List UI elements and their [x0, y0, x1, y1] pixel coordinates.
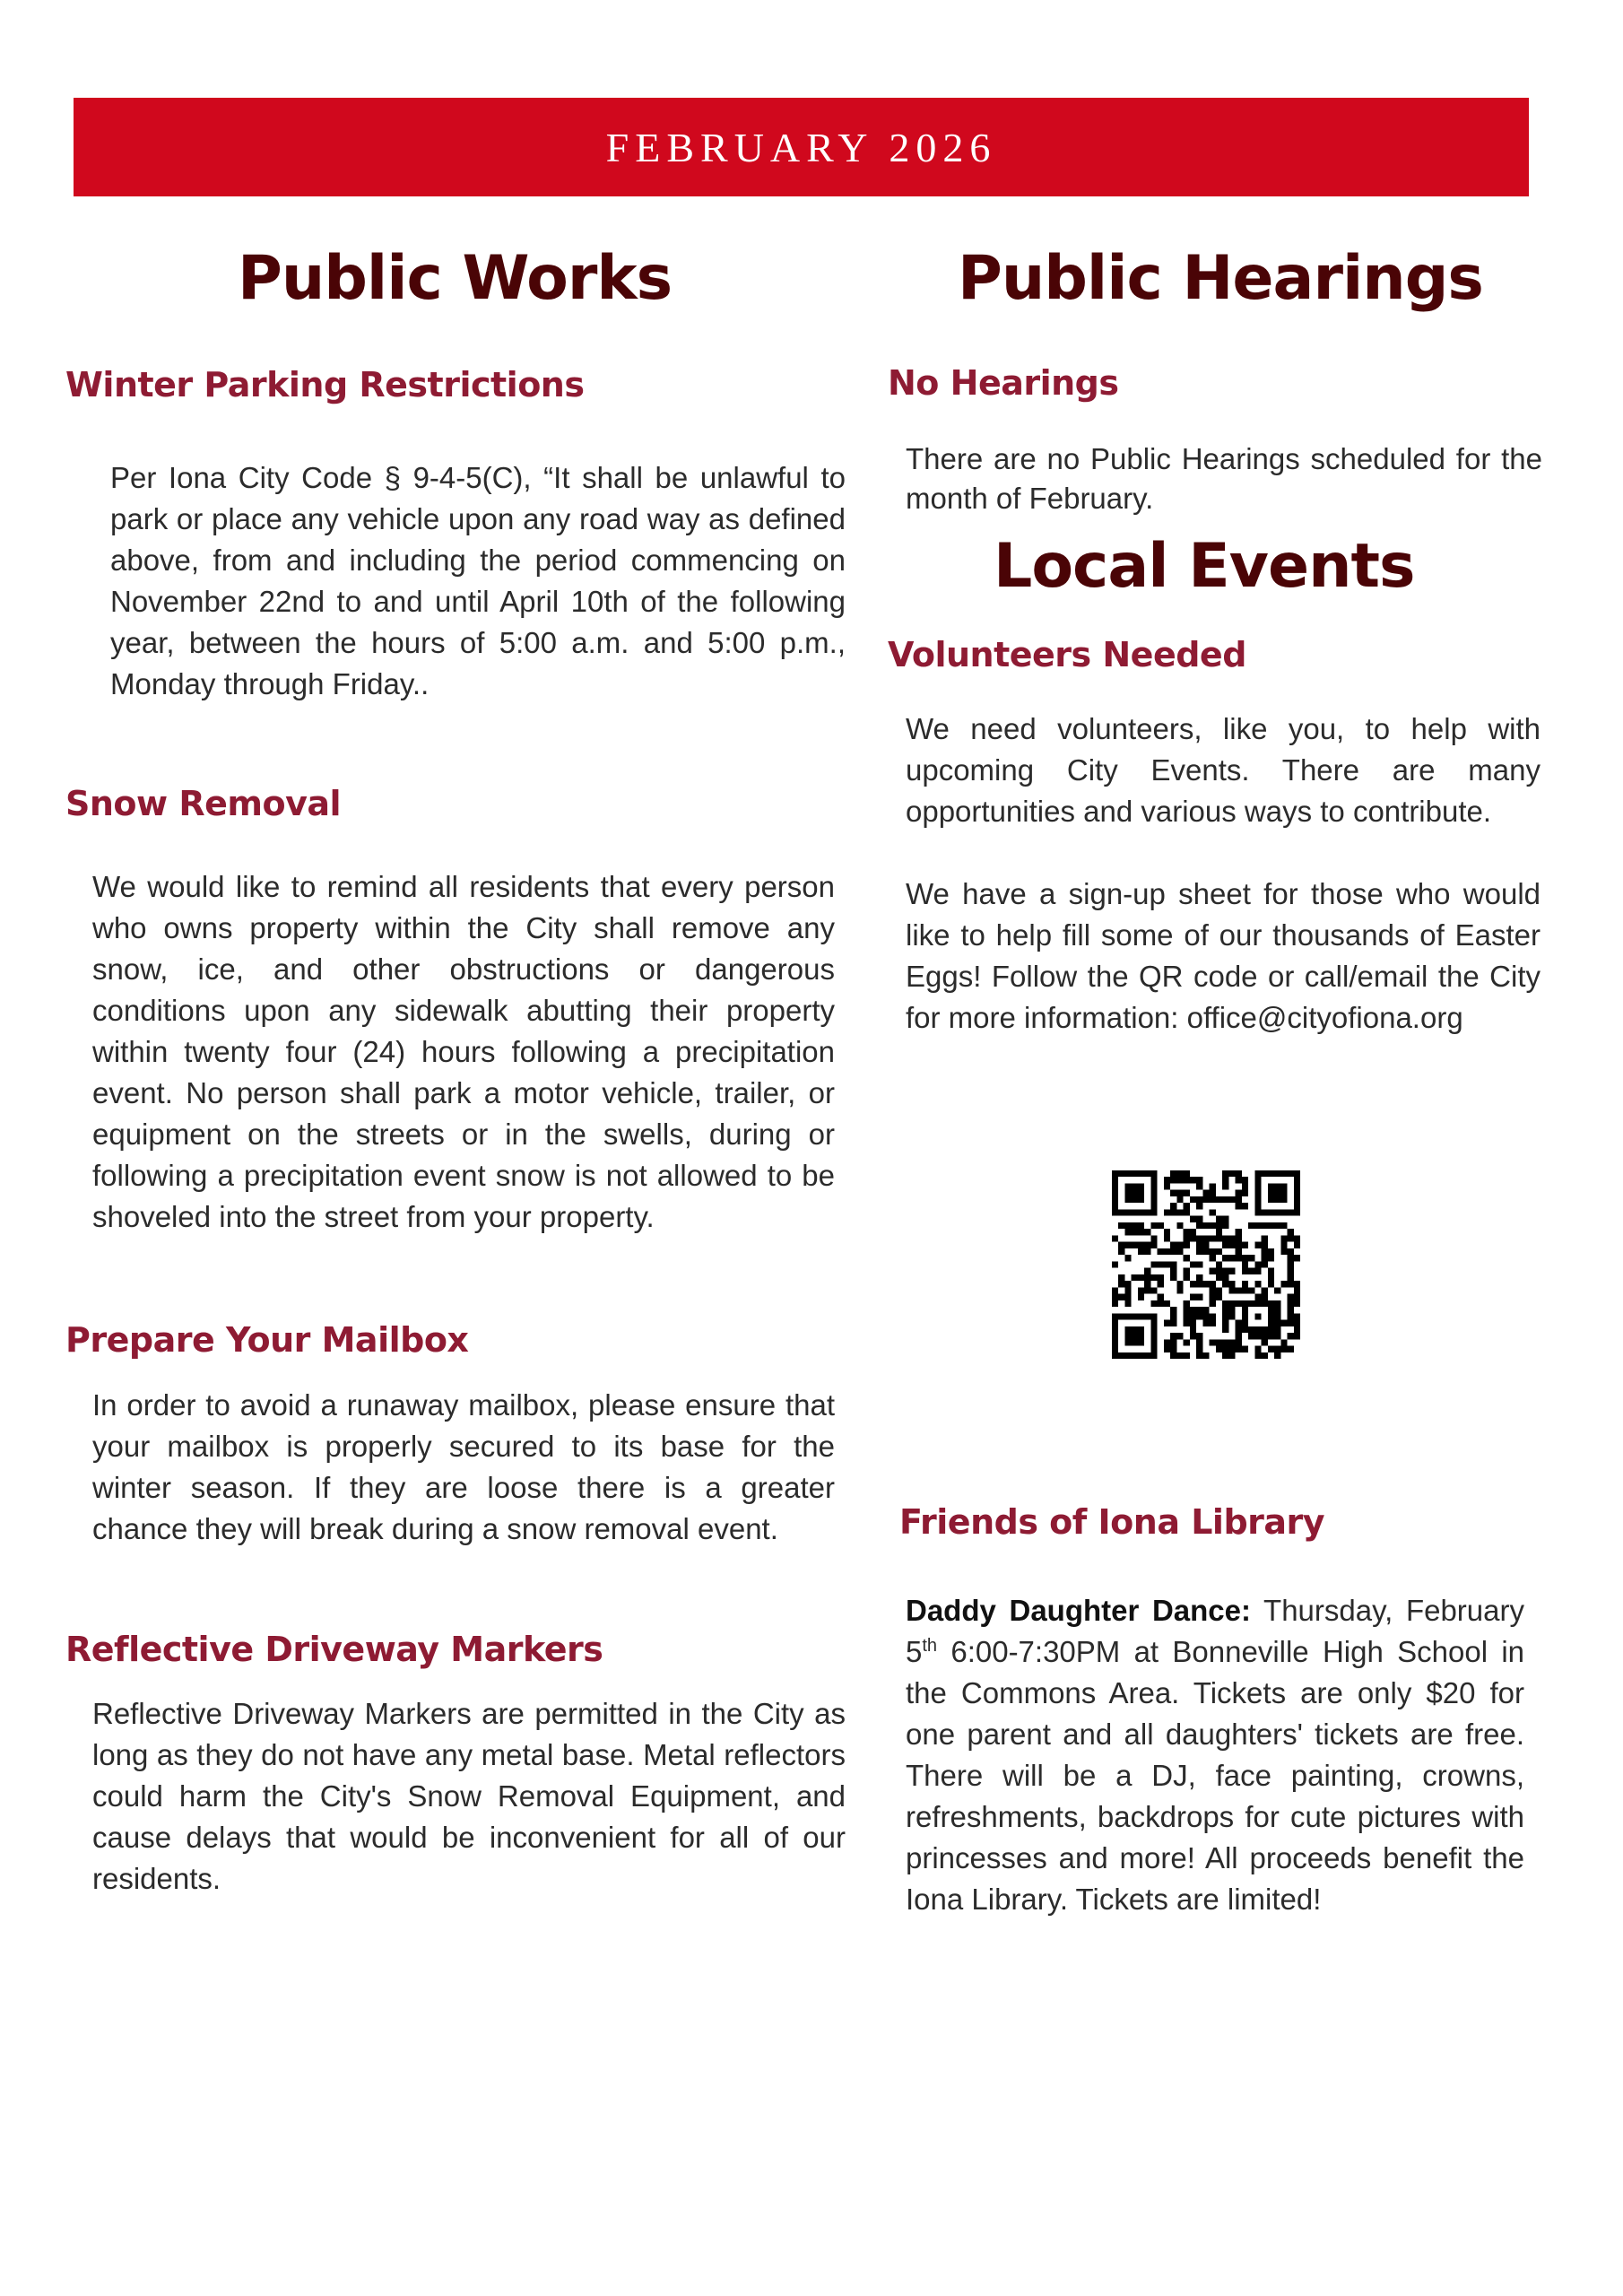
event-details: 6:00-7:30PM at Bonneville High School in the Commons Area. Tickets are only $20 for one parent and all daughters' tickets are free. There will be a DJ, face painting, crowns, refreshments, backdrops for cute pictures with princesses and more! All proceeds benefit the Iona Library. Tickets are limited!	[906, 1635, 1524, 1916]
no-hearings-text: There are no Public Hearings scheduled for the month of February.	[906, 442, 1542, 515]
volunteers-paragraph-2: We have a sign-up sheet for those who would like to help fill some of our thousands of Easter Eggs! Follow the QR code or call/email the City for more information: office@cityofiona.org	[906, 877, 1541, 1034]
winter-parking-heading: Winter Parking Restrictions	[65, 365, 585, 404]
reflective-markers-text: Reflective Driveway Markers are permitted in the City as long as they do not have any metal base. Metal reflectors could harm the City's Snow Removal Equipment, and cause delays that would be inconvenient for all of our residents.	[92, 1697, 846, 1895]
public-works-title: Public Works	[238, 243, 673, 314]
library-event-text	[906, 1590, 1524, 1920]
reflective-markers-heading: Reflective Driveway Markers	[65, 1630, 603, 1669]
library-heading: Friends of Iona Library	[899, 1502, 1325, 1542]
volunteers-text	[906, 709, 1541, 1039]
volunteers-heading: Volunteers Needed	[888, 635, 1246, 674]
banner-title: FEBRUARY 2026	[605, 124, 997, 170]
snow-removal-text: We would like to remind all residents that every person who owns property within the City shall remove any snow, ice, and other obstructions or dangerous conditions upon any sidewalk abutting their property within twenty four (24) hours following a precipitation event. No person shall park a motor vehicle, trailer, or equipment on the streets or in the swells, during or following a precipitation event snow is not allowed to be shoveled into the street from your property.	[92, 870, 835, 1233]
winter-parking-text: Per Iona City Code § 9-4-5(C), “It shall be unlawful to park or place any vehicle upon any road way as defined above, from and including the period commencing on November 22nd to and until April 10th of the following year, between the hours of 5:00 a.m. and 5:00 p.m., Monday through Friday..	[110, 461, 846, 700]
event-date-suffix: th	[922, 1636, 938, 1656]
local-events-title: Local Events	[994, 531, 1415, 602]
event-name: Daddy Daughter Dance:	[906, 1594, 1251, 1627]
public-hearings-title: Public Hearings	[958, 243, 1483, 314]
volunteers-paragraph-1: We need volunteers, like you, to help with upcoming City Events. There are many opportunities and various ways to contribute.	[906, 712, 1541, 828]
snow-removal-heading: Snow Removal	[65, 784, 342, 823]
no-hearings-heading: No Hearings	[888, 363, 1119, 403]
month-banner	[74, 98, 1529, 196]
prepare-mailbox-heading: Prepare Your Mailbox	[65, 1320, 469, 1360]
event-date: Thursday, February 5	[906, 1594, 1524, 1668]
qr-code-icon[interactable]	[1112, 1170, 1300, 1359]
prepare-mailbox-text: In order to avoid a runaway mailbox, please ensure that your mailbox is properly secured to its base for the winter season. If they are loose there is a greater chance they will break during a snow removal event.	[92, 1388, 835, 1545]
